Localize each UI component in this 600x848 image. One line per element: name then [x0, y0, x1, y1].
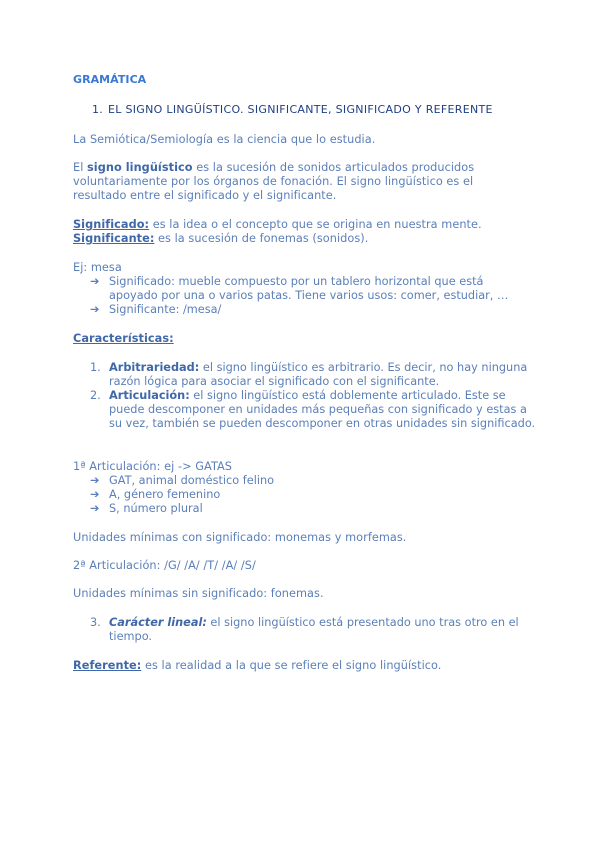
- caracteristicas-label: Características:: [73, 332, 174, 345]
- fonemas-line: Unidades mínimas sin significado: fonemas.: [73, 587, 324, 600]
- item-body: el signo lingüístico es arbitrario. Es decir, no hay ninguna razón lógica para asociar el significado con el significante.: [109, 361, 528, 389]
- segunda-articulacion-line: 2ª Articulación: /G/ /A/ /T/ /A/ /S/: [73, 559, 256, 572]
- bullet-text: GAT, animal doméstico felino: [109, 474, 275, 487]
- arrow-icon: ➔: [90, 502, 100, 515]
- arrow-icon: ➔: [90, 474, 100, 487]
- caracteristicas-heading: [73, 332, 174, 346]
- item-number: 2.: [90, 389, 101, 402]
- bullet-text: S, número plural: [109, 502, 203, 515]
- item-text: [109, 616, 539, 644]
- example-label: Ej: mesa: [73, 261, 122, 274]
- item-term: Carácter lineal:: [109, 616, 207, 629]
- arrow-icon: ➔: [90, 303, 100, 316]
- item-term: Articulación:: [109, 389, 190, 402]
- def-text: es la idea o el concepto que se origina en nuestra mente.: [149, 218, 482, 231]
- primera-bullet: [90, 488, 220, 502]
- signo-bold-term: signo lingüístico: [87, 161, 193, 174]
- signo-text-pre: El: [73, 161, 88, 174]
- arrow-icon: ➔: [90, 488, 100, 501]
- example-bullet: [90, 303, 221, 317]
- signo-line-2: voluntariamente por los órganos de fonación. El signo lingüístico es el: [73, 175, 474, 188]
- primera-bullet: [90, 502, 203, 516]
- section-heading: [92, 103, 493, 117]
- item-text: [109, 389, 539, 432]
- page-title: GRAMÁTICA: [73, 73, 147, 86]
- heading-text: EL SIGNO LINGÜÍSTICO. SIGNIFICANTE, SIGNIFICADO Y REFERENTE: [108, 103, 493, 116]
- primera-articulacion-label: 1ª Articulación: ej -> GATAS: [73, 460, 233, 473]
- def-term: Significado:: [73, 218, 150, 231]
- signo-text-post: es la sucesión de sonidos articulados producidos: [192, 161, 475, 174]
- item-number: 3.: [90, 616, 101, 629]
- primera-bullet: [90, 474, 274, 488]
- bullet-text: A, género femenino: [109, 488, 221, 501]
- item-body: el signo lingüístico está doblemente articulado. Este se puede descomponer en unidades más pequeñas con significado y estas a su vez, también se pueden descomponer en otras unidades sin significado.: [109, 389, 536, 431]
- def-significante: [73, 232, 368, 246]
- bullet-text: Significante: /mesa/: [109, 303, 222, 316]
- example-bullet: [90, 275, 483, 289]
- item-text: [109, 361, 539, 389]
- example-bullet-cont: apoyado por una o varios patas. Tiene varios usos: comer, estudiar, …: [109, 289, 509, 302]
- item-body: el signo lingüístico está presentado uno tras otro en el tiempo.: [109, 616, 519, 644]
- def-text: es la sucesión de fonemas (sonidos).: [154, 232, 369, 245]
- item-number: 1.: [90, 361, 101, 374]
- signo-line-1: [73, 161, 474, 175]
- arrow-icon: ➔: [90, 275, 100, 288]
- intro-paragraph: La Semiótica/Semiología es la ciencia que lo estudia.: [73, 133, 376, 146]
- heading-number: 1.: [92, 103, 104, 116]
- def-significado: [73, 218, 482, 232]
- referente-line: [73, 659, 441, 673]
- signo-line-3: resultado entre el significado y el significante.: [73, 189, 337, 202]
- def-term: Significante:: [73, 232, 155, 245]
- monemas-line: Unidades mínimas con significado: monemas y morfemas.: [73, 531, 407, 544]
- referente-term: Referente:: [73, 659, 142, 672]
- item-term: Arbitrariedad:: [109, 361, 200, 374]
- referente-text: es la realidad a la que se refiere el signo lingüístico.: [141, 659, 442, 672]
- bullet-text: Significado: mueble compuesto por un tablero horizontal que está: [109, 275, 484, 288]
